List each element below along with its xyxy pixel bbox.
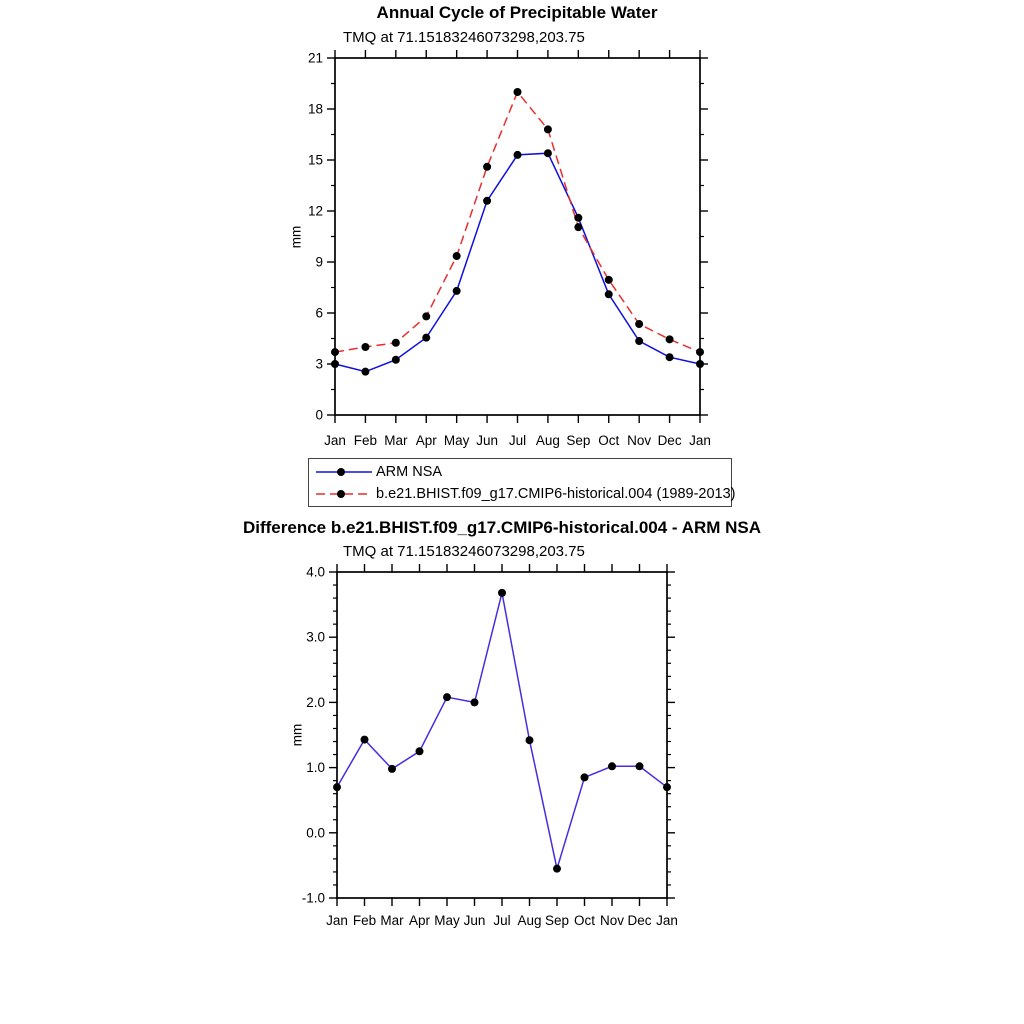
arm-nsa-marker xyxy=(574,214,582,222)
model-historical-marker xyxy=(605,276,613,284)
top-chart-x-tick-label: Oct xyxy=(598,433,620,448)
top-chart-y-tick-label: 21 xyxy=(307,50,323,66)
model-historical-marker xyxy=(422,312,430,320)
difference-marker xyxy=(553,865,561,873)
model-historical-marker xyxy=(544,125,552,133)
top-chart-x-tick-label: Jan xyxy=(689,433,711,448)
arm-nsa-marker xyxy=(666,353,674,361)
bottom-chart-y-tick-label: -1.0 xyxy=(301,890,325,906)
arm-nsa-marker xyxy=(361,368,369,376)
bottom-chart-x-tick-label: May xyxy=(434,913,460,928)
arm-nsa-marker xyxy=(392,356,400,364)
arm-nsa-marker xyxy=(483,197,491,205)
model-historical-marker xyxy=(392,339,400,347)
model-historical-marker xyxy=(331,348,339,356)
difference-marker xyxy=(333,783,341,791)
bottom-chart-x-tick-label: Apr xyxy=(408,913,431,928)
bottom-chart-x-tick-label: Mar xyxy=(380,913,404,928)
legend-item-model-historical xyxy=(309,483,736,505)
difference-line xyxy=(337,593,667,869)
top-chart-subtitle: TMQ at 71.15183246073298,203.75 xyxy=(343,29,585,46)
bottom-chart-y-tick-label: 3.0 xyxy=(306,629,325,645)
bottom-chart-x-tick-label: Jun xyxy=(463,913,486,928)
top-chart-y-tick-label: 6 xyxy=(315,305,323,321)
legend-line-sample-solid xyxy=(314,465,374,479)
bottom-chart-subtitle: TMQ at 71.15183246073298,203.75 xyxy=(343,543,585,560)
legend-label-arm-nsa: ARM NSA xyxy=(376,463,443,480)
arm-nsa-marker xyxy=(635,337,643,345)
top-chart-x-tick-label: Dec xyxy=(657,433,682,448)
legend-marker-dot-icon xyxy=(337,490,345,498)
bottom-chart-y-tick-label: 2.0 xyxy=(306,694,325,710)
model-historical-line xyxy=(335,92,700,352)
top-chart-x-tick-label: Nov xyxy=(627,433,652,448)
top-chart-y-tick-label: 3 xyxy=(315,356,323,372)
top-chart-y-axis-label: mm xyxy=(288,225,304,249)
arm-nsa-marker xyxy=(514,151,522,159)
bottom-chart-y-tick-label: 4.0 xyxy=(306,564,325,580)
bottom-chart-x-tick-label: Jan xyxy=(656,913,678,928)
top-chart-x-tick-label: Feb xyxy=(353,433,378,448)
legend-item-arm-nsa xyxy=(309,461,731,483)
model-historical-marker xyxy=(666,335,674,343)
arm-nsa-marker xyxy=(422,334,430,342)
difference-marker xyxy=(498,589,506,597)
difference-marker xyxy=(361,736,369,744)
legend-label-model-historical: b.e21.BHIST.f09_g17.CMIP6-historical.004 (1989-2013) xyxy=(376,485,736,502)
difference-marker xyxy=(388,765,396,773)
model-historical-marker xyxy=(696,348,704,356)
legend-marker-dot-icon xyxy=(337,468,345,476)
bottom-chart-x-tick-label: Dec xyxy=(627,913,652,928)
model-historical-marker xyxy=(635,320,643,328)
top-chart-x-tick-label: Jul xyxy=(508,433,527,448)
top-chart-title: Annual Cycle of Precipitable Water xyxy=(376,3,658,22)
arm-nsa-marker xyxy=(453,287,461,295)
top-chart-y-tick-label: 18 xyxy=(307,101,323,117)
legend-line-sample-dashed xyxy=(314,487,374,501)
top-chart-x-tick-label: Sep xyxy=(566,433,591,448)
arm-nsa-marker xyxy=(696,360,704,368)
top-chart-y-tick-label: 15 xyxy=(307,152,323,168)
arm-nsa-marker xyxy=(331,360,339,368)
bottom-chart-x-tick-label: Jul xyxy=(493,913,511,928)
bottom-chart-y-axis-label: mm xyxy=(289,723,305,747)
arm-nsa-marker xyxy=(544,149,552,157)
model-historical-marker xyxy=(514,88,522,96)
model-historical-marker xyxy=(361,343,369,351)
model-historical-marker xyxy=(574,223,582,231)
difference-marker xyxy=(526,736,534,744)
difference-marker xyxy=(416,747,424,755)
arm-nsa-line xyxy=(335,153,700,371)
bottom-chart-x-tick-label: Jan xyxy=(326,913,348,928)
bottom-chart-x-tick-label: Sep xyxy=(544,913,570,928)
top-chart-x-tick-label: Mar xyxy=(384,433,408,448)
model-historical-marker xyxy=(453,252,461,260)
difference-marker xyxy=(663,783,671,791)
bottom-chart-plot-frame xyxy=(337,572,667,898)
legend-box xyxy=(308,458,736,507)
bottom-chart-y-tick-label: 1.0 xyxy=(306,760,325,776)
top-chart-x-tick-label: May xyxy=(443,433,470,448)
top-chart-x-tick-label: Jun xyxy=(476,433,498,448)
bottom-chart-x-tick-label: Aug xyxy=(517,913,542,928)
top-chart-x-tick-label: Apr xyxy=(415,433,437,448)
difference-marker xyxy=(471,698,479,706)
model-historical-marker xyxy=(483,163,491,171)
arm-nsa-marker xyxy=(605,290,613,298)
bottom-chart-y-tick-label: 0.0 xyxy=(306,825,325,841)
bottom-chart-x-tick-label: Oct xyxy=(573,913,596,928)
difference-marker xyxy=(443,693,451,701)
top-chart-x-tick-label: Jan xyxy=(324,433,346,448)
difference-marker xyxy=(636,762,644,770)
bottom-chart-title: Difference b.e21.BHIST.f09_g17.CMIP6-historical.004 - ARM NSA xyxy=(242,518,762,537)
top-chart-y-tick-label: 9 xyxy=(315,254,323,270)
difference-marker xyxy=(581,773,589,781)
difference-marker xyxy=(608,762,616,770)
top-chart-x-tick-label: Aug xyxy=(535,433,560,448)
top-chart-y-tick-label: 12 xyxy=(307,203,323,219)
bottom-chart-x-tick-label: Nov xyxy=(599,913,625,928)
bottom-chart-x-tick-label: Feb xyxy=(352,913,377,928)
top-chart-y-tick-label: 0 xyxy=(315,407,323,423)
